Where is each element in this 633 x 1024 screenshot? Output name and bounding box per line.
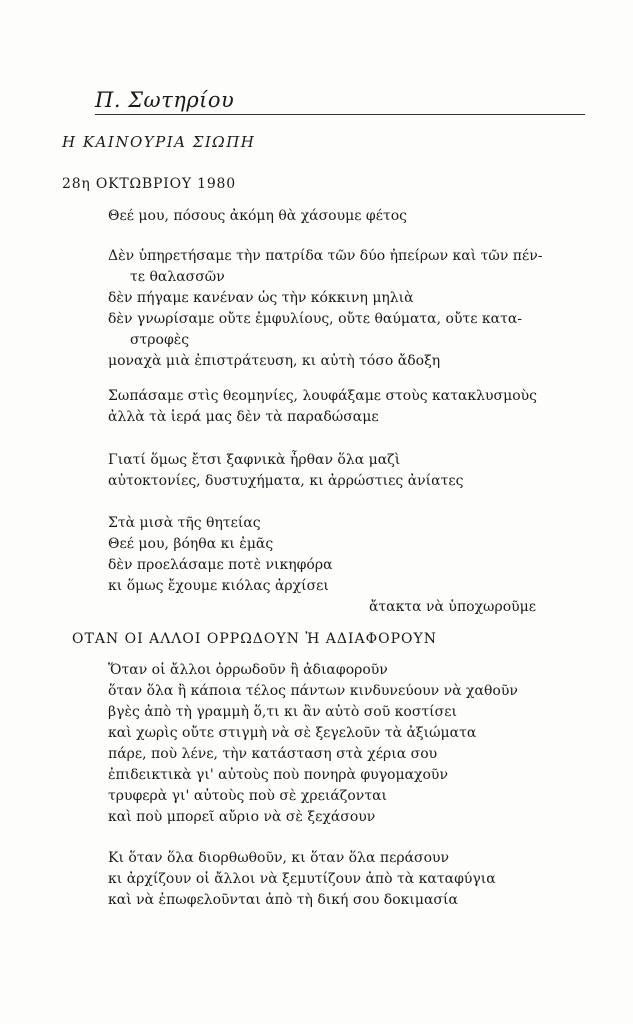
verse-line: Γιατί ὅμως ἔτσι ξαφνικὰ ἦρθαν ὅλα μαζὶ (108, 452, 401, 468)
verse-line: Θεέ μου, βόηθα κι ἐμᾶς (108, 536, 274, 552)
poem2-title: ΟΤΑΝ ΟΙ ΑΛΛΟΙ ΟΡΡΩΔΟΥΝ Ἠ ΑΔΙΑΦΟΡΟΥΝ (72, 631, 437, 647)
author-name: Π. Σωτηρίου (95, 88, 235, 112)
verse-line: δὲν προελάσαμε ποτὲ νικηφόρα (108, 557, 333, 573)
poem2-stanza-2 (108, 848, 496, 911)
verse-line: δὲν γνωρίσαμε οὔτε ἐμφυλίους, οὔτε θαύματα, οὔτε κατα- (108, 311, 523, 327)
verse-line: καὶ χωρὶς οὔτε στιγμὴ νὰ σὲ ξεγελοῦν τὰ ἀξιώματα (108, 725, 477, 741)
verse-line: πάρε, ποὺ λένε, τὴν κατάσταση στὰ χέρια σου (108, 746, 438, 762)
verse-line: Σωπάσαμε στὶς θεομηνίες, λουφάξαμε στοὺς κατακλυσμοὺς (108, 388, 537, 404)
header-rule (95, 114, 585, 115)
verse-line: κι ὅμως ἔχουμε κιόλας ἀρχίσει (108, 578, 329, 594)
verse-line: αὐτοκτονίες, δυστυχήματα, κι ἀρρώστιες ἀνίατες (108, 473, 464, 489)
poem1-title: Η ΚΑΙΝΟΥΡΙΑ ΣΙΩΠΗ (62, 133, 256, 151)
poem1-stanza-4 (108, 450, 463, 492)
verse-line: ἐπιδεικτικὰ γι' αὐτοὺς ποὺ πονηρὰ φυγομαχοῦν (108, 767, 448, 783)
verse-line: καὶ ποὺ μπορεῖ αὔριο νὰ σὲ ξεχάσουν (108, 809, 376, 825)
verse-line: ἄτακτα νὰ ὑποχωροῦμε (368, 599, 536, 615)
verse-line: τε θαλασσῶν (130, 269, 225, 285)
verse-line: βγὲς ἀπὸ τὴ γραμμὴ ὅ,τι κι ἂν αὐτὸ σοῦ κοστίσει (108, 704, 457, 720)
poem1-stanza-1 (108, 206, 407, 227)
verse-line: ὅταν ὅλα ἢ κάποια τέλος πάντων κινδυνεύουν νὰ χαθοῦν (108, 683, 518, 699)
poem1-date: 28η ΟΚΤΩΒΡΙΟΥ 1980 (62, 176, 236, 192)
verse-line: Ὅταν οἱ ἄλλοι ὀρρωδοῦν ἢ ἀδιαφοροῦν (108, 662, 388, 678)
poem1-stanza-2 (108, 246, 592, 372)
verse-line: καὶ νὰ ἐπωφελοῦνται ἀπὸ τὴ δική σου δοκιμασία (108, 892, 458, 908)
verse-line: δὲν πήγαμε κανέναν ὡς τὴν κόκκινη μηλιὰ (108, 290, 414, 306)
verse-line: Θεέ μου, πόσους ἀκόμη θὰ χάσουμε φέτος (108, 208, 407, 224)
verse-line: στροφὲς (130, 332, 190, 348)
poem2-stanza-1 (108, 660, 518, 828)
verse-line: κι ἀρχίζουν οἱ ἄλλοι νὰ ξεμυτίζουν ἀπὸ τὰ καταφύγια (108, 871, 496, 887)
poem1-stanza-3 (108, 386, 537, 428)
verse-line: τρυφερὰ γι' αὐτοὺς ποὺ σὲ χρειάζονται (108, 788, 388, 804)
verse-line: μοναχὰ μιὰ ἐπιστράτευση, κι αὐτὴ τόσο ἄδοξη (108, 353, 441, 369)
verse-line: Στὰ μισὰ τῆς θητείας (108, 515, 261, 531)
verse-line: ἀλλὰ τὰ ἱερά μας δὲν τὰ παραδώσαμε (108, 409, 379, 425)
poem1-stanza-5 (108, 513, 540, 618)
verse-line: Κι ὅταν ὅλα διορθωθοῦν, κι ὅταν ὅλα περάσουν (108, 850, 450, 866)
verse-line: Δὲν ὑπηρετήσαμε τὴν πατρίδα τῶν δύο ἠπείρων καὶ τῶν πέν- (108, 248, 543, 264)
